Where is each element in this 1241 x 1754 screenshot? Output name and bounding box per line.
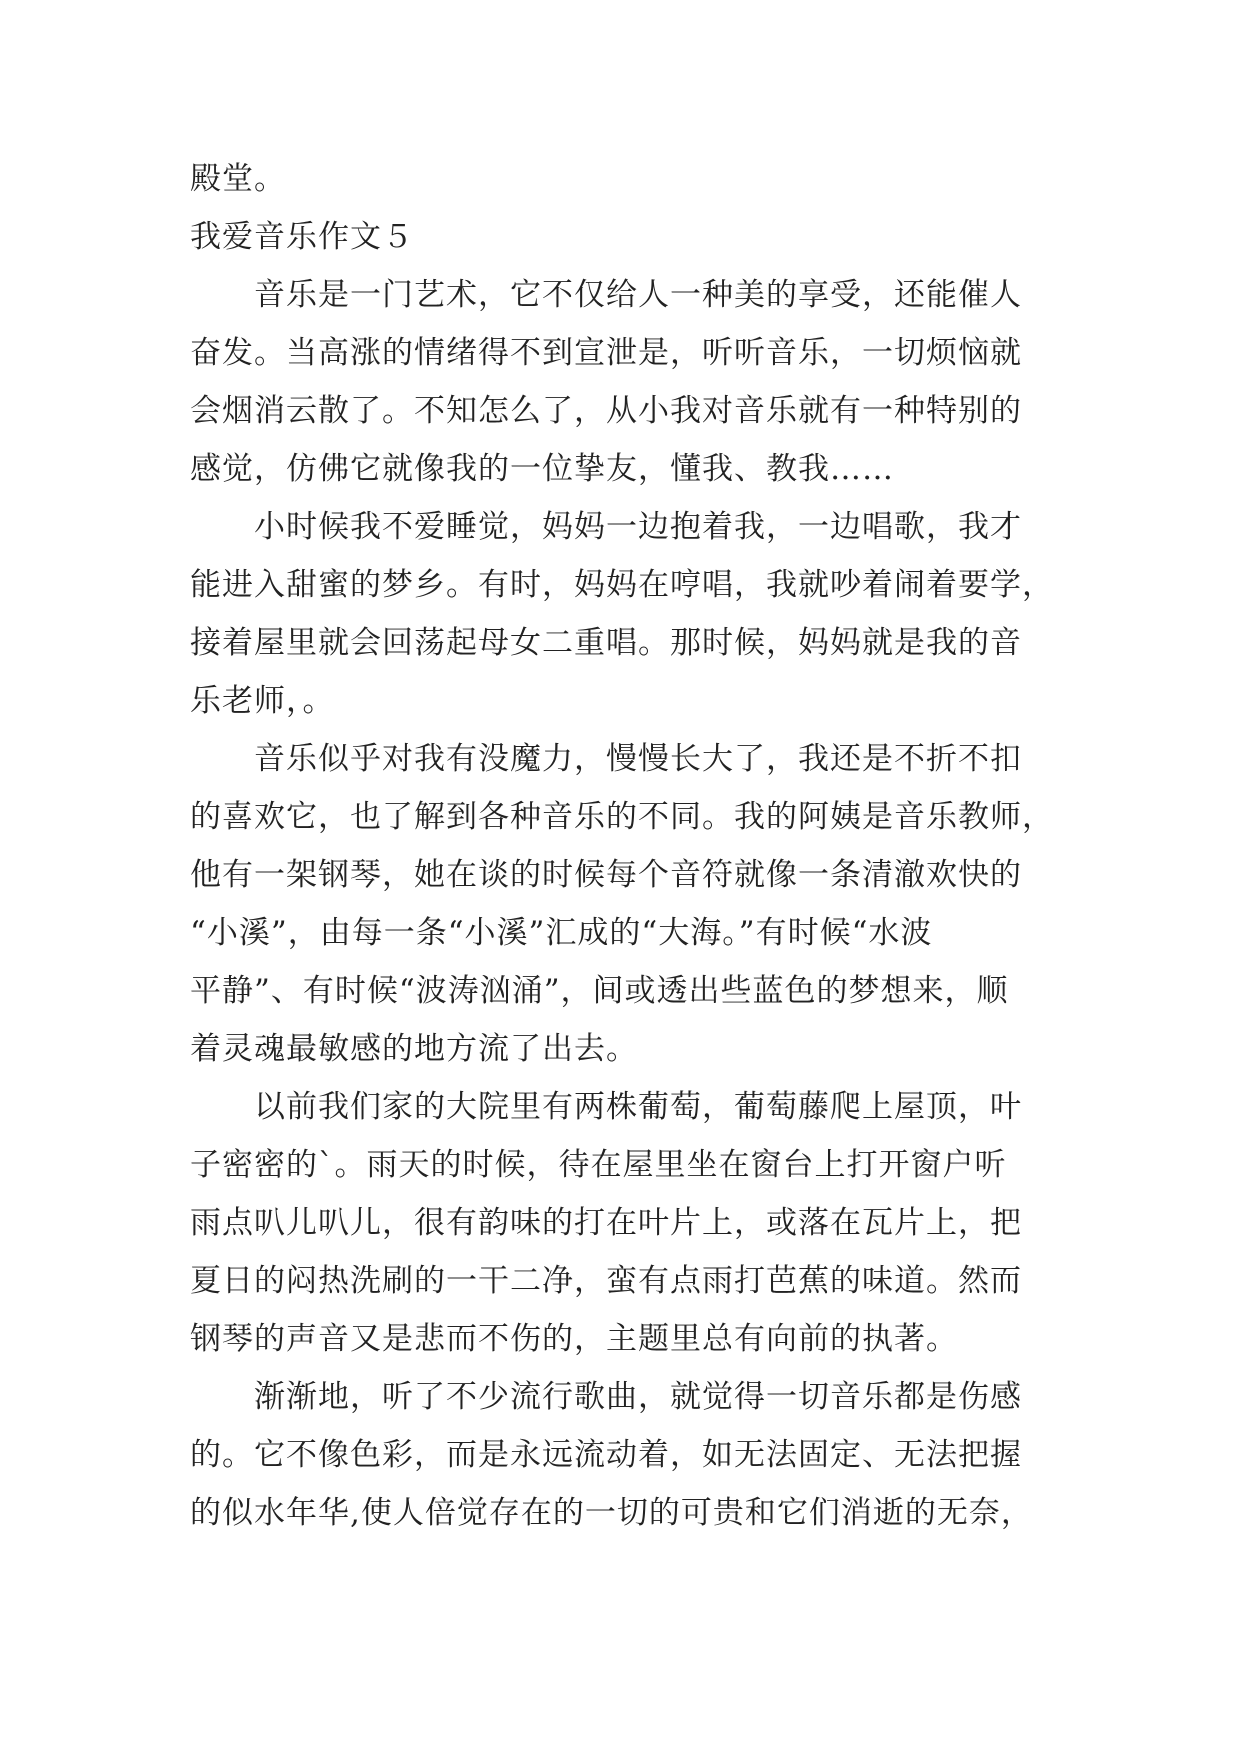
- paragraph-line: 奋发。当高涨的情绪得不到宣泄是，听听音乐，一切烦恼就: [190, 335, 1022, 371]
- paragraph-line: 音乐是一门艺术，它不仅给人一种美的享受，还能催人: [254, 277, 1022, 313]
- paragraph-line: 的。它不像色彩，而是永远流动着，如无法固定、无法把握: [190, 1437, 1022, 1473]
- paragraph-line: 钢琴的声音又是悲而不伤的，主题里总有向前的执著。: [190, 1321, 958, 1357]
- paragraph-line: 能进入甜蜜的梦乡。有时，妈妈在哼唱，我就吵着闹着要学，: [190, 567, 1054, 603]
- paragraph-line: 的喜欢它，也了解到各种音乐的不同。我的阿姨是音乐教师，: [190, 799, 1054, 835]
- paragraph-line: 他有一架钢琴，她在谈的时候每个音符就像一条清澈欢快的: [190, 857, 1022, 893]
- paragraph-line: 着灵魂最敏感的地方流了出去。: [190, 1031, 638, 1067]
- paragraph-line: 小时候我不爱睡觉，妈妈一边抱着我，一边唱歌，我才: [254, 509, 1022, 545]
- paragraph-line: 会烟消云散了。不知怎么了，从小我对音乐就有一种特别的: [190, 393, 1022, 429]
- paragraph-line: 子密密的`。雨天的时候，待在屋里坐在窗台上打开窗户听: [190, 1147, 1007, 1183]
- paragraph-line: 雨点叭儿叭儿，很有韵味的打在叶片上，或落在瓦片上，把: [190, 1205, 1022, 1241]
- document-body: [190, 150, 1054, 1542]
- paragraph-line: 平静”、有时候“波涛汹涌”，间或透出些蓝色的梦想来，顺: [190, 973, 1009, 1009]
- paragraph-line: 感觉，仿佛它就像我的一位挚友，懂我、教我……: [190, 451, 894, 487]
- paragraph-line: 以前我们家的大院里有两株葡萄，葡萄藤爬上屋顶，叶: [254, 1089, 1022, 1125]
- paragraph-line: 音乐似乎对我有没魔力，慢慢长大了，我还是不折不扣: [254, 741, 1022, 777]
- text-line: 殿堂。: [190, 161, 286, 197]
- section-heading: 我爱音乐作文５: [190, 219, 414, 255]
- paragraph-line: 夏日的闷热洗刷的一干二净，蛮有点雨打芭蕉的味道。然而: [190, 1263, 1022, 1299]
- paragraph-line: 渐渐地，听了不少流行歌曲，就觉得一切音乐都是伤感: [254, 1379, 1022, 1415]
- paragraph-line: 的似水年华,使人倍觉存在的一切的可贵和它们消逝的无奈，: [190, 1495, 1033, 1531]
- paragraph-line: 接着屋里就会回荡起母女二重唱。那时候，妈妈就是我的音: [190, 625, 1022, 661]
- paragraph-line: “小溪”，由每一条“小溪”汇成的“大海。”有时候“水波: [190, 915, 933, 951]
- paragraph-line: 乐老师，。: [190, 683, 335, 719]
